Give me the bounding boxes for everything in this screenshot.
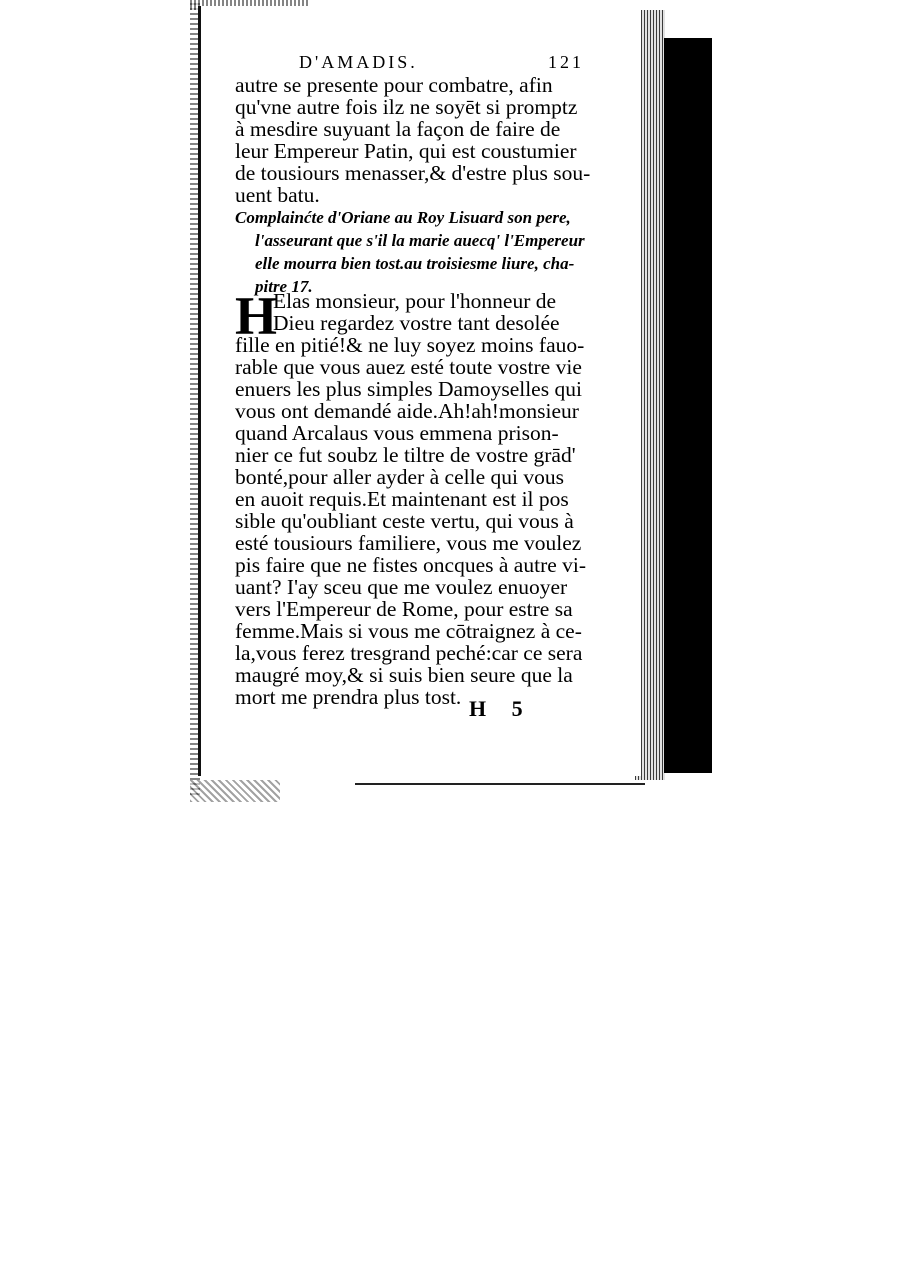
text-line: esté tousiours familiere, vous me voulez: [235, 531, 582, 555]
text-line: la,vous ferez tresgrand peché:car ce sera: [235, 641, 583, 665]
text-line: uant? I'ay sceu que me voulez enuoyer: [235, 575, 568, 599]
text-line: de tousiours menasser,& d'estre plus sou-: [235, 161, 591, 185]
text-line: qu'vne autre fois ilz ne soyēt si promptz: [235, 95, 578, 119]
text-line: femme.Mais si vous me cōtraignez à ce-: [235, 619, 582, 643]
text-line: autre se presente pour combatre, afin: [235, 73, 553, 97]
rubric-line: l'asseurant que s'il la marie auecq' l'Empereur: [255, 231, 585, 250]
book-volume: [190, 0, 715, 800]
running-head-title: D'AMADIS.: [299, 52, 418, 72]
book-page: [198, 6, 641, 776]
running-head: [299, 52, 584, 73]
bottom-edge-line: [355, 783, 645, 785]
text-line: nier ce fut soubz le tiltre de vostre grād': [235, 443, 576, 467]
text-line: leur Empereur Patin, qui est coustumier: [235, 139, 577, 163]
text-line: Elas monsieur, pour l'honneur de: [273, 289, 557, 313]
text-line: bonté,pour aller ayder à celle qui vous: [235, 465, 564, 489]
drop-cap: H: [235, 286, 278, 346]
rubric-line: elle mourra bien tost.au troisiesme liure, cha-: [255, 254, 575, 273]
text-line: vous ont demandé aide.Ah!ah!monsieur: [235, 399, 579, 423]
rubric-line: pitre 17.: [255, 277, 313, 296]
text-line: rable que vous auez esté toute vostre vie: [235, 355, 582, 379]
text-line: à mesdire suyuant la façon de faire de: [235, 117, 561, 141]
text-line: uent batu.: [235, 183, 320, 207]
text-line: enuers les plus simples Damoyselles qui: [235, 377, 582, 401]
body-text-top: [235, 74, 595, 206]
text-line: fille en pitié!& ne luy soyez moins fauo-: [235, 333, 585, 357]
book-cover-edge: [664, 38, 712, 773]
text-line: Dieu regardez vostre tant desolée: [273, 311, 560, 335]
rubric-line: Complainćte d'Oriane au Roy Lisuard son pere,: [235, 208, 571, 227]
text-line: pis faire que ne fistes oncques à autre vi-: [235, 553, 587, 577]
text-line: en auoit requis.Et maintenant est il pos: [235, 487, 569, 511]
text-line: sible qu'oubliant ceste vertu, qui vous à: [235, 509, 574, 533]
signature-mark: H 5: [469, 696, 533, 721]
chapter-rubric: [235, 206, 595, 298]
text-line: quand Arcalaus vous emmena prison-: [235, 421, 559, 445]
page-folio: 121: [548, 52, 584, 72]
scan-noise-bottom: [190, 780, 280, 802]
text-line: vers l'Empereur de Rome, pour estre sa: [235, 597, 573, 621]
text-line: maugré moy,& si suis bien seure que la: [235, 663, 573, 687]
text-line: mort me prendra plus tost.: [235, 685, 462, 709]
